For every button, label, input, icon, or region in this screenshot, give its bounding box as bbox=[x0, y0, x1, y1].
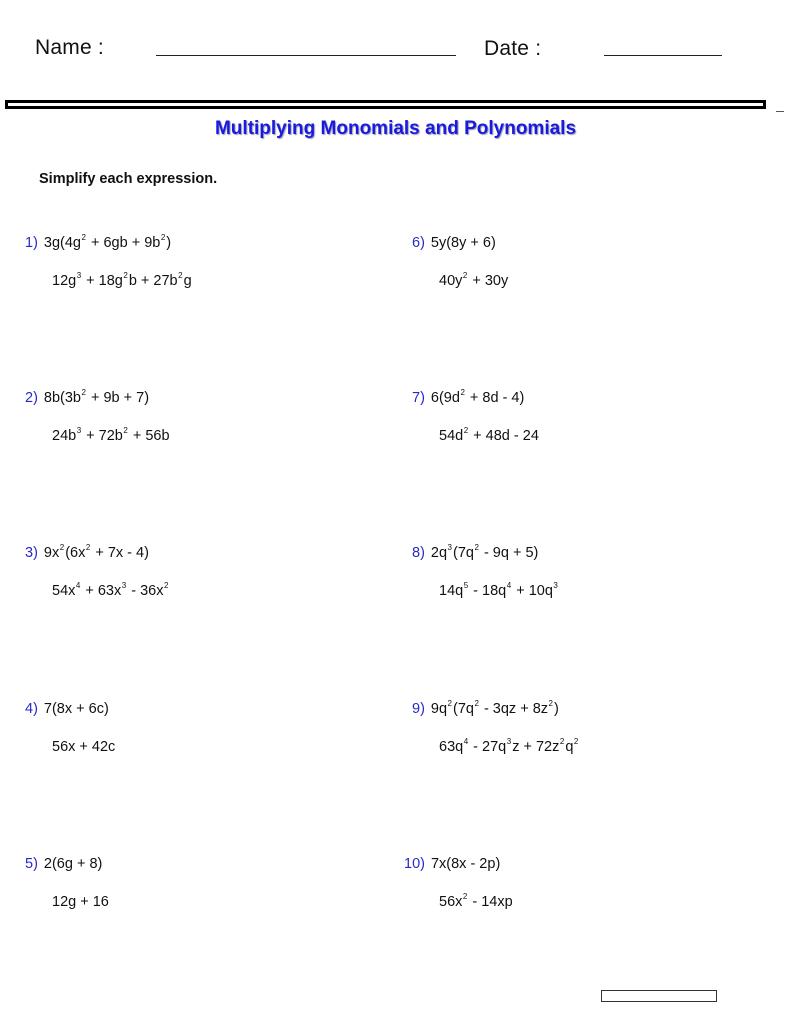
problem-question: $8b(3b^2 + 9b + 7)$ bbox=[43, 388, 150, 406]
problem-question: $9q^2(7q^2 - 3qz + 8z^2)$ bbox=[430, 699, 559, 717]
problem-answer: 12g + 16 bbox=[52, 894, 109, 910]
problem-7 bbox=[412, 388, 539, 444]
problem-3 bbox=[25, 543, 169, 599]
problem-number: 9) bbox=[412, 701, 425, 717]
problem-answer: $24b^3 + 72b^2 + 56b$ bbox=[52, 426, 170, 444]
divider-tick-mark bbox=[776, 111, 784, 112]
problem-number: 8) bbox=[412, 545, 425, 561]
problem-question: $9x^2(6x^2 + 7x - 4)$ bbox=[43, 543, 149, 561]
problem-question: $6(9d^2 + 8d - 4)$ bbox=[430, 388, 525, 406]
problem-question: 7x(8x - 2p) bbox=[430, 856, 501, 872]
name-field-line[interactable] bbox=[156, 55, 456, 56]
problem-5 bbox=[25, 856, 109, 910]
problem-answer: 56x + 42c bbox=[52, 739, 116, 755]
problem-9 bbox=[412, 699, 579, 755]
problem-number: 1) bbox=[25, 235, 38, 251]
problem-question: $3g(4g^2 + 6gb + 9b^2)$ bbox=[43, 233, 172, 251]
problem-8 bbox=[412, 543, 558, 599]
problem-answer: $40y^2 + 30y$ bbox=[439, 271, 509, 289]
problem-number: 10) bbox=[404, 856, 425, 872]
problem-question: 2(6g + 8) bbox=[43, 856, 103, 872]
problem-10 bbox=[404, 856, 513, 910]
score-box[interactable] bbox=[601, 990, 717, 1002]
problem-answer: $14q^5 - 18q^4 + 10q^3$ bbox=[439, 581, 558, 599]
problem-answer: $12g^3 + 18g^2b + 27b^2g$ bbox=[52, 271, 192, 289]
problem-number: 2) bbox=[25, 390, 38, 406]
header-divider bbox=[5, 100, 766, 109]
problem-number: 7) bbox=[412, 390, 425, 406]
problem-question: 7(8x + 6c) bbox=[43, 701, 109, 717]
instructions: Simplify each expression. bbox=[39, 171, 218, 187]
problem-answer: $54d^2 + 48d - 24$ bbox=[439, 426, 539, 444]
problem-number: 3) bbox=[25, 545, 38, 561]
problem-question: 5y(8y + 6) bbox=[430, 235, 496, 251]
problem-number: 4) bbox=[25, 701, 38, 717]
problem-1 bbox=[25, 233, 192, 289]
problem-answer: $54x^4 + 63x^3 - 36x^2$ bbox=[52, 581, 169, 599]
problem-6 bbox=[412, 235, 509, 289]
problem-2 bbox=[25, 388, 170, 444]
date-label: Date : bbox=[484, 37, 542, 60]
worksheet-title: Multiplying Monomials and Polynomials bbox=[214, 118, 577, 139]
problem-number: 6) bbox=[412, 235, 425, 251]
date-field-line[interactable] bbox=[604, 55, 722, 56]
problem-answer: $63q^4 - 27q^3z + 72z^2q^2$ bbox=[439, 737, 579, 755]
name-label: Name : bbox=[35, 36, 104, 59]
problem-question: $2q^3(7q^2 - 9q + 5)$ bbox=[430, 543, 539, 561]
problem-answer: $56x^2 - 14xp$ bbox=[439, 892, 513, 910]
problem-4 bbox=[25, 701, 116, 755]
problem-number: 5) bbox=[25, 856, 38, 872]
